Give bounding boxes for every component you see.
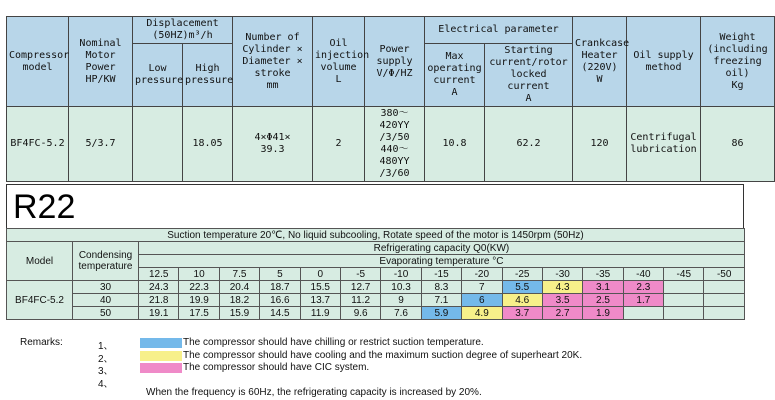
capacity-cell: 14.5: [260, 307, 300, 320]
capacity-cell: 2.3: [623, 281, 663, 294]
r22-title-box: [6, 184, 744, 228]
capacity-row: [7, 294, 745, 307]
capacity-cell: [623, 307, 663, 320]
refrigerating-capacity-table: [6, 228, 745, 320]
evap-temp-header: -50: [704, 268, 744, 281]
capacity-row: [7, 307, 745, 320]
capacity-cell: 7.6: [381, 307, 421, 320]
capacity-cell: 18.7: [260, 281, 300, 294]
suction-note: Suction temperature 20℃, No liquid subcooling, Rotate speed of the motor is 1450rpm (50Hz): [7, 229, 745, 242]
capacity-cell: [664, 307, 704, 320]
cell-condensing-temp: 40: [73, 294, 139, 307]
remark-color-swatch: [140, 351, 182, 361]
evap-temp-header: -20: [462, 268, 502, 281]
cell-cylinder: 4×Φ41× 39.3: [233, 107, 313, 182]
header-condensing-temperature: Condensing temperature: [73, 242, 139, 281]
capacity-cell: 17.5: [179, 307, 219, 320]
remark-number: 2、: [98, 353, 114, 365]
header-electrical: Electrical parameter: [425, 17, 573, 44]
evap-temp-header: -10: [381, 268, 421, 281]
capacity-cell: 24.3: [139, 281, 179, 294]
header-oil-method: Oil supply method: [627, 17, 701, 107]
cell-crankcase: 120: [573, 107, 627, 182]
capacity-cell: 8.3: [421, 281, 461, 294]
remark-number: 1、: [98, 341, 114, 352]
capacity-cell: 9: [381, 294, 421, 307]
evap-temp-header: -5: [340, 268, 380, 281]
capacity-cell: 12.7: [340, 281, 380, 294]
header-starting-current: Starting current/rotor locked current A: [485, 44, 573, 107]
evap-temp-header: -40: [623, 268, 663, 281]
header-high-pressure: High pressure: [183, 44, 233, 107]
capacity-cell: [664, 281, 704, 294]
remarks-label: Remarks:: [20, 337, 63, 348]
capacity-cell: 11.9: [300, 307, 340, 320]
header-cylinder: Number of Cylinder × Diameter × stroke mm: [233, 17, 313, 107]
header-weight: Weight (including freezing oil) Kg: [701, 17, 775, 107]
capacity-cell: 1.9: [583, 307, 623, 320]
evap-temp-header: -45: [664, 268, 704, 281]
capacity-cell: 3.1: [583, 281, 623, 294]
cell-condensing-temp: 30: [73, 281, 139, 294]
cell-power: 5/3.7: [69, 107, 133, 182]
capacity-cell: 2.5: [583, 294, 623, 307]
capacity-cell: 19.9: [179, 294, 219, 307]
capacity-cell: 15.9: [219, 307, 259, 320]
cell-weight: 86: [701, 107, 775, 182]
capacity-cell: 19.1: [139, 307, 179, 320]
capacity-cell: 1.7: [623, 294, 663, 307]
evap-temp-header: -15: [421, 268, 461, 281]
capacity-cell: [664, 294, 704, 307]
header-refrigerating-capacity: Refrigerating capacity Q0(KW): [139, 242, 745, 255]
compressor-spec-table: [6, 16, 775, 182]
header-max-current: Max operating current A: [425, 44, 485, 107]
cell-max-current: 10.8: [425, 107, 485, 182]
capacity-cell: 9.6: [340, 307, 380, 320]
header-compressor-model: Compressor model: [7, 17, 69, 107]
capacity-cell: 7: [462, 281, 502, 294]
cell-low-pressure: [133, 107, 183, 182]
capacity-cell: [704, 294, 744, 307]
evap-temp-header: -35: [583, 268, 623, 281]
evap-temp-header: 12.5: [139, 268, 179, 281]
cell-model: BF4FC-5.2: [7, 107, 69, 182]
evap-temp-header: -30: [542, 268, 582, 281]
capacity-cell: [704, 281, 744, 294]
capacity-cell: 6: [462, 294, 502, 307]
cell-condensing-temp: 50: [73, 307, 139, 320]
evap-temp-header: 0: [300, 268, 340, 281]
capacity-cell: 7.1: [421, 294, 461, 307]
remark-number: 4、: [98, 378, 114, 390]
evap-temp-header: 5: [260, 268, 300, 281]
remark-color-swatch: [140, 363, 182, 373]
capacity-cell: 4.3: [542, 281, 582, 294]
capacity-cell: 18.2: [219, 294, 259, 307]
remark-text: The compressor should have chilling or restrict suction temperature.: [183, 337, 484, 348]
cell-model: BF4FC-5.2: [7, 281, 73, 320]
capacity-cell: 10.3: [381, 281, 421, 294]
capacity-cell: 11.2: [340, 294, 380, 307]
header-evaporating-temperature: Evaporating temperature °C: [139, 255, 745, 268]
r22-title: R22: [13, 188, 76, 226]
evap-temp-header: -25: [502, 268, 542, 281]
capacity-cell: 15.5: [300, 281, 340, 294]
header-crankcase: Crankcase Heater (220V) W: [573, 17, 627, 107]
capacity-cell: [704, 307, 744, 320]
header-displacement: Displacement (50HZ)m³/h: [133, 17, 233, 44]
cell-oil-method: Centrifugal lubrication: [627, 107, 701, 182]
capacity-cell: 3.7: [502, 307, 542, 320]
capacity-cell: 22.3: [179, 281, 219, 294]
header-model: Model: [7, 242, 73, 281]
capacity-cell: 13.7: [300, 294, 340, 307]
remark-color-swatch: [140, 338, 182, 348]
cell-power-supply: 380～420YY /3/50 440～480YY /3/60: [365, 107, 425, 182]
header-power-supply: Power supply V/Φ/HZ: [365, 17, 425, 107]
evap-temp-header: 10: [179, 268, 219, 281]
frequency-note: When the frequency is 60Hz, the refrigerating capacity is increased by 20%.: [146, 387, 482, 398]
capacity-cell: 16.6: [260, 294, 300, 307]
cell-starting-current: 62.2: [485, 107, 573, 182]
capacity-cell: 3.5: [542, 294, 582, 307]
remark-text: The compressor should have cooling and the maximum suction degree of superheart 20K.: [183, 349, 583, 361]
cell-high-pressure: 18.05: [183, 107, 233, 182]
capacity-row: [7, 281, 745, 294]
remark-number: 3、: [98, 366, 114, 377]
capacity-cell: 5.5: [502, 281, 542, 294]
capacity-cell: 20.4: [219, 281, 259, 294]
capacity-cell: 4.6: [502, 294, 542, 307]
header-oil-volume: Oil injection volume L: [313, 17, 365, 107]
capacity-cell: 4.9: [462, 307, 502, 320]
spec-row: [7, 107, 775, 182]
evap-temp-header: 7.5: [219, 268, 259, 281]
cell-oil-volume: 2: [313, 107, 365, 182]
capacity-cell: 5.9: [421, 307, 461, 320]
capacity-cell: 2.7: [542, 307, 582, 320]
remark-text: The compressor should have CIC system.: [183, 362, 370, 373]
capacity-cell: 21.8: [139, 294, 179, 307]
remarks-section: [0, 335, 750, 398]
header-low-pressure: Low pressure: [133, 44, 183, 107]
header-motor-power: Nominal Motor Power HP/KW: [69, 17, 133, 107]
